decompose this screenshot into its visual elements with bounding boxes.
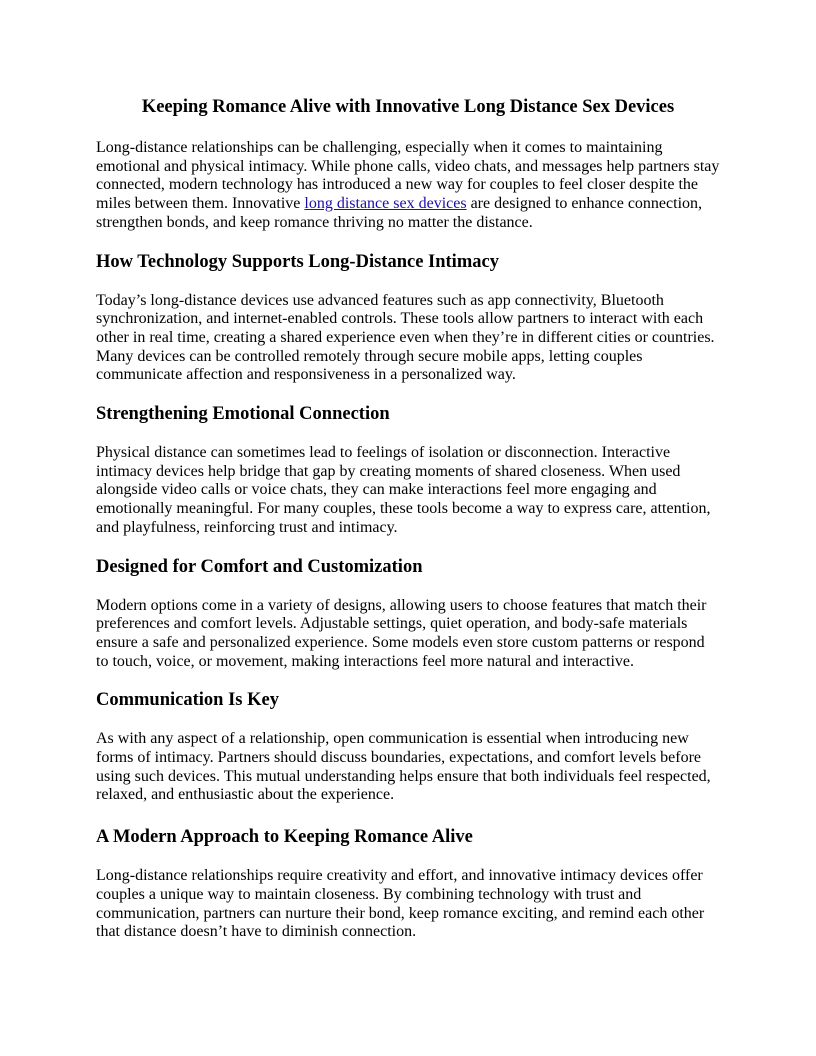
section-body-communication: As with any aspect of a relationship, open communication is essential when introducing new forms of intimacy. Partners should discuss boundaries, expectations, and comfort levels before using such devices. This mutual understanding helps ensure that both individuals feel respected, relaxed, and enthusiastic about the experience. [96, 730, 711, 804]
section-heading-technology: How Technology Supports Long-Distance Intimacy [96, 251, 499, 272]
section-body-technology: Today’s long-distance devices use advanced features such as app connectivity, Bluetooth synchronization, and internet-enabled controls. These tools allow partners to interact with each other in real time, creating a shared experience even when they’re in different cities or countries. Many devices can be controlled remotely through secure mobile apps, letting couples communicate affection and responsiveness in a personalized way. [96, 291, 715, 384]
intro-paragraph [96, 139, 720, 233]
document-page [96, 96, 720, 942]
section-heading-modern-approach: A Modern Approach to Keeping Romance Alive [96, 827, 473, 848]
section-body-comfort-customization: Modern options come in a variety of designs, allowing users to choose features that match their preferences and comfort levels. Adjustable settings, quiet operation, and body-safe materials ensure a safe and personalized experience. Some models even store custom patterns or respond to touch, voice, or movement, making interactions feel more natural and interactive. [96, 596, 707, 670]
section-heading-communication: Communication Is Key [96, 690, 279, 711]
section-body-modern-approach: Long-distance relationships require creativity and effort, and innovative intimacy devices offer couples a unique way to maintain closeness. By combining technology with trust and communication, partners can nurture their bond, keep romance exciting, and remind each other that distance doesn’t have to diminish connection. [96, 867, 705, 941]
section-body-emotional-connection: Physical distance can sometimes lead to feelings of isolation or disconnection. Interactive intimacy devices help bridge that gap by creating moments of shared closeness. When used alongside video calls or voice chats, they can make interactions feel more engaging and emotionally meaningful. For many couples, these tools become a way to express care, attention, and playfulness, reinforcing trust and intimacy. [96, 444, 711, 536]
intro-text-before-link: Long-distance relationships can be challenging, especially when it comes to maintaining emotional and physical intimacy. While phone calls, video chats, and messages help partners stay connected, modern technology has introduced a new way for couples to feel closer despite the miles between them. Innovative [96, 139, 720, 213]
section-heading-emotional-connection: Strengthening Emotional Connection [96, 404, 390, 425]
long-distance-devices-link[interactable]: long distance sex devices [304, 195, 467, 213]
section-heading-comfort-customization: Designed for Comfort and Customization [96, 556, 423, 577]
intro-text-after-link: are designed to enhance connection, strengthen bonds, and keep romance thriving no matter the distance. [96, 195, 703, 231]
document-title: Keeping Romance Alive with Innovative Long Distance Sex Devices [141, 97, 675, 117]
